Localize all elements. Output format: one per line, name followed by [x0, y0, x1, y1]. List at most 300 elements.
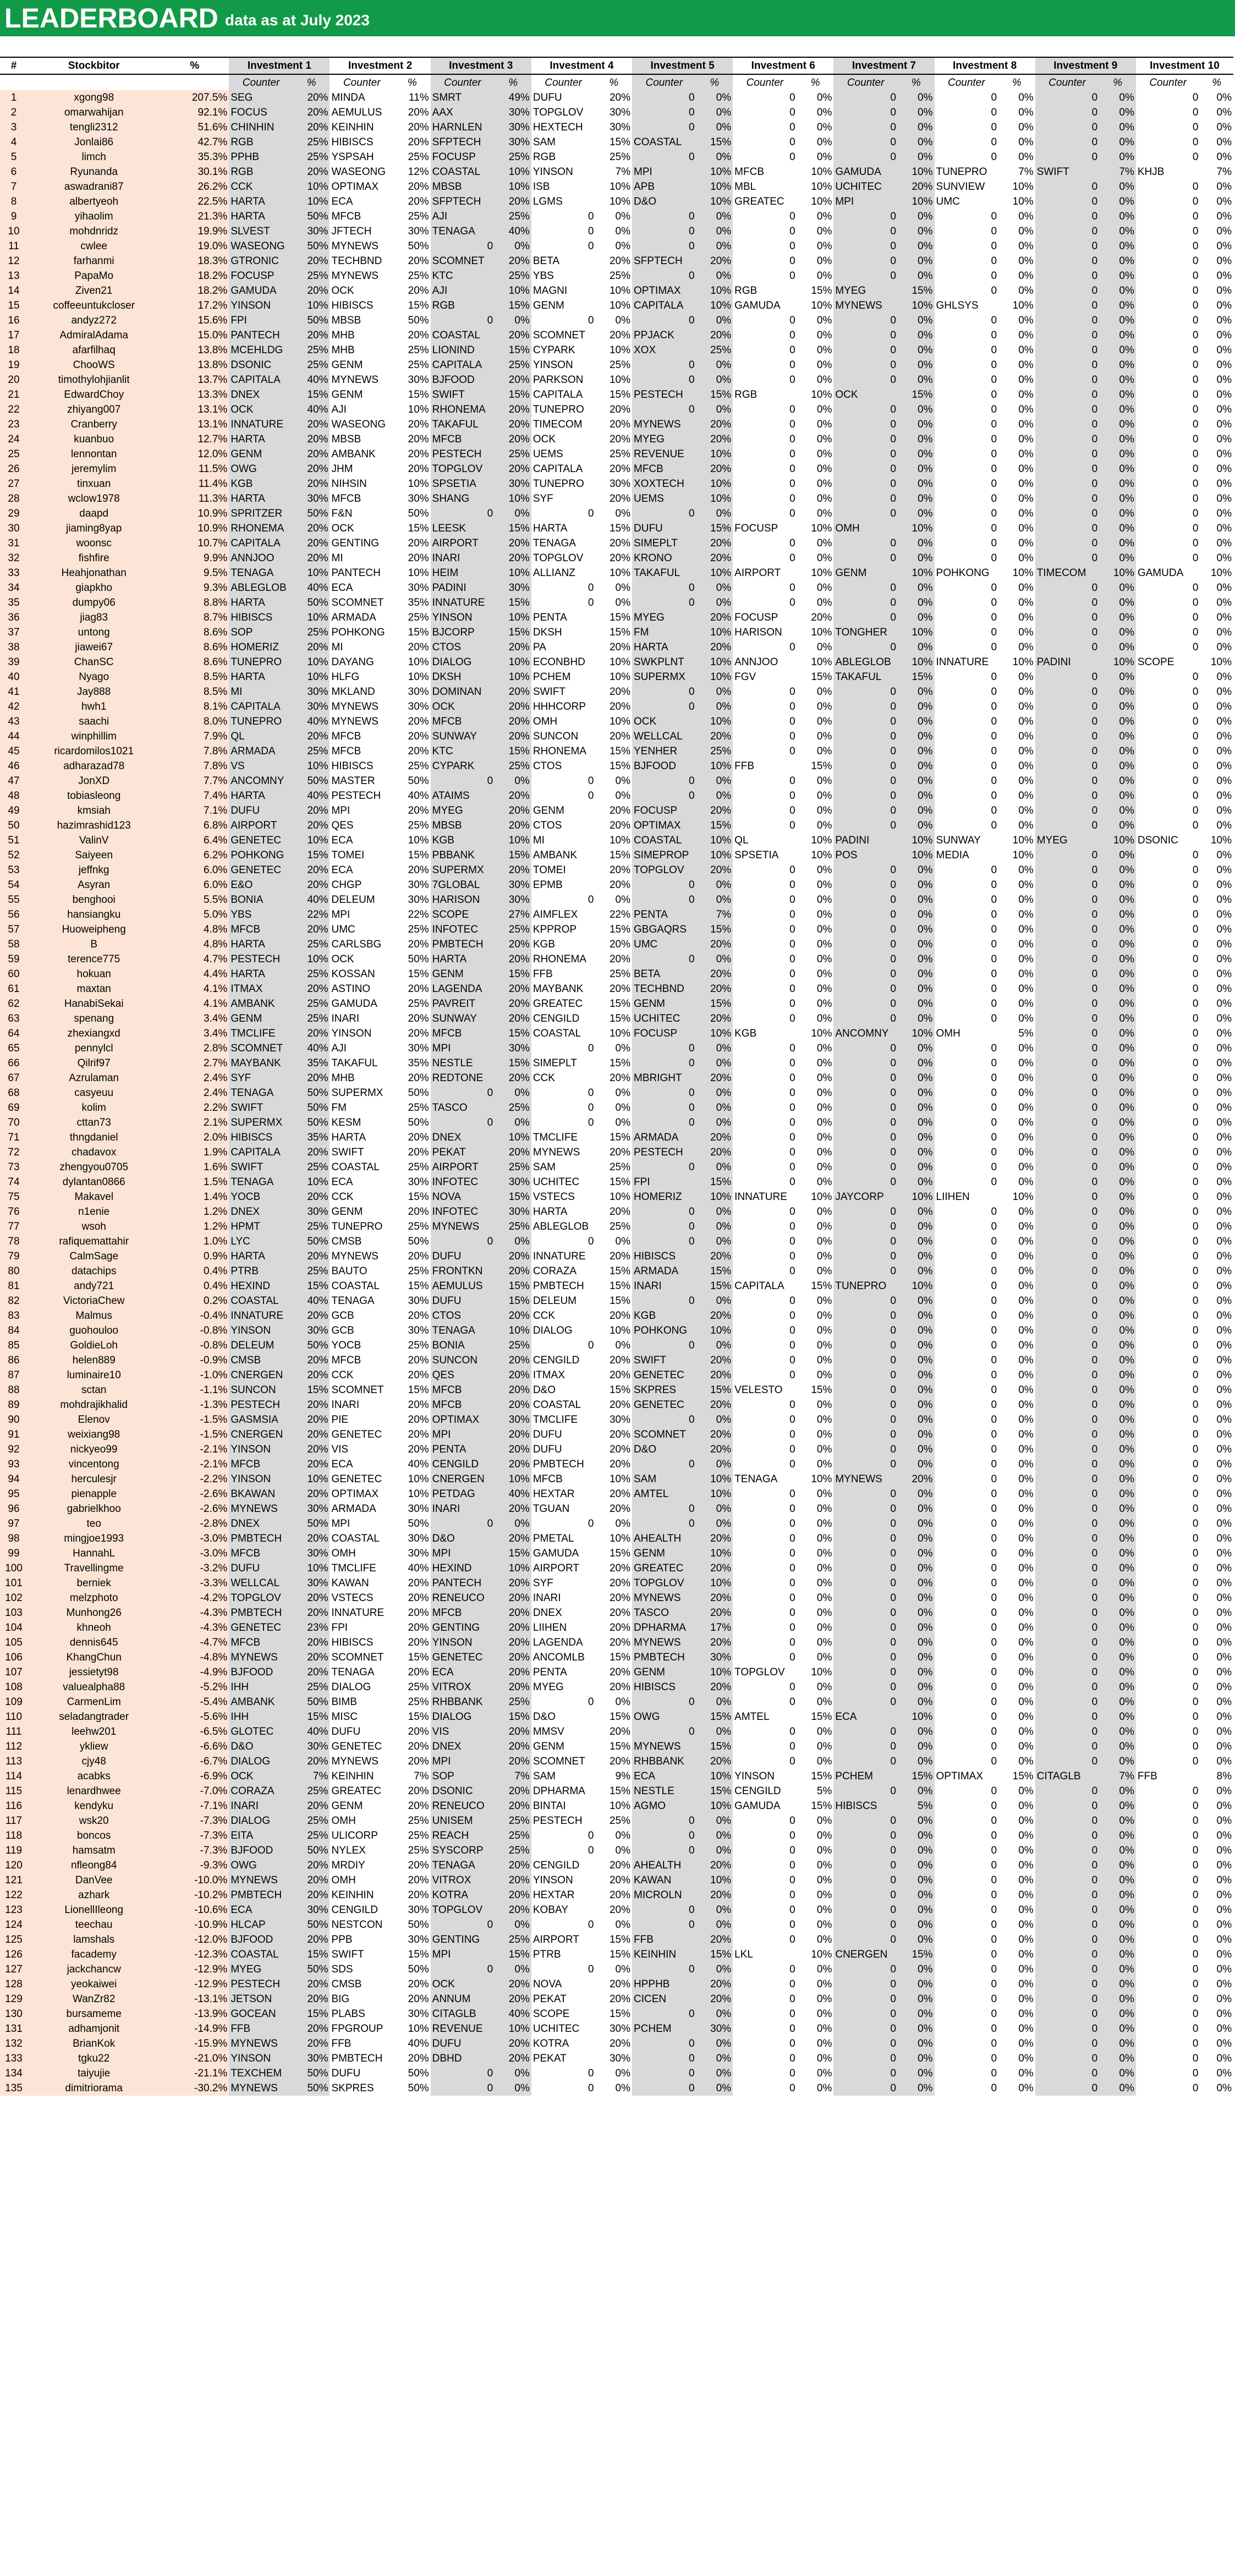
counter-cell: ECA — [331, 582, 353, 594]
counter-cell: REACH — [431, 1828, 495, 1843]
weight-cell: 0% — [898, 1873, 935, 1888]
weight-cell: 0% — [1216, 953, 1232, 965]
counter-cell: 0 — [991, 1414, 997, 1426]
weight-cell: 10% — [898, 1279, 935, 1294]
counter-cell: 0 — [1035, 1264, 1100, 1279]
weight-cell: 0% — [1018, 1295, 1034, 1307]
return-cell: 13.7% — [160, 372, 229, 387]
weight-cell: 0% — [816, 1176, 832, 1188]
weight-cell: 0% — [1099, 1858, 1136, 1873]
stockbitor-cell: tengli2312 — [28, 120, 160, 135]
weight-cell: 0% — [1018, 255, 1034, 267]
rank-cell: 22 — [0, 402, 28, 417]
weight-cell: 0% — [1099, 1903, 1136, 1917]
weight-cell: 10% — [696, 447, 733, 462]
counter-cell: DNEX — [229, 1516, 293, 1531]
counter-cell: TAKAFUL — [632, 566, 696, 580]
weight-subheader: % — [407, 76, 417, 89]
counter-cell: SCOMNET — [229, 1041, 293, 1056]
counter-cell: AJI — [331, 1043, 347, 1054]
weight-cell: 0% — [615, 1830, 630, 1841]
weight-cell: 20% — [696, 328, 733, 343]
counter-cell: 0 — [1192, 1875, 1199, 1886]
counter-cell: BJFOOD — [229, 1932, 293, 1947]
weight-cell: 20% — [293, 878, 330, 892]
weight-cell: 0% — [1018, 122, 1034, 133]
return-cell: 7.4% — [160, 788, 229, 803]
weight-cell: 0% — [1099, 774, 1136, 788]
counter-cell: 0 — [789, 240, 795, 252]
counter-cell: MYNEWS — [229, 2081, 293, 2096]
counter-subheader: Counter — [1149, 76, 1187, 89]
weight-cell: 0% — [1216, 1889, 1232, 1901]
counter-cell: INARI — [533, 1592, 561, 1604]
weight-cell: 20% — [293, 165, 330, 179]
counter-cell: MYNEWS — [632, 417, 696, 432]
counter-cell: UCHITEC — [632, 1011, 696, 1026]
weight-cell: 0% — [1216, 894, 1232, 906]
counter-cell: 0 — [1035, 90, 1100, 105]
counter-cell: CCK — [331, 1191, 354, 1203]
return-cell: 2.1% — [160, 1115, 229, 1130]
counter-cell: HARTA — [229, 1249, 293, 1264]
counter-cell: 0 — [431, 1234, 495, 1249]
weight-cell: 0% — [1099, 417, 1136, 432]
weight-cell: 0% — [615, 597, 630, 609]
weight-cell: 15% — [408, 1949, 429, 1960]
counter-cell: 0 — [1192, 1191, 1199, 1203]
counter-cell: 0 — [1192, 359, 1199, 371]
counter-cell: INNATURE — [734, 1191, 787, 1203]
counter-cell: 0 — [833, 447, 898, 462]
counter-cell: 0 — [789, 1845, 795, 1856]
weight-cell: 30% — [495, 135, 531, 150]
weight-cell: 0% — [898, 788, 935, 803]
weight-cell: 20% — [495, 1264, 531, 1279]
rank-cell: 44 — [0, 729, 28, 744]
weight-cell: 40% — [408, 790, 429, 802]
weight-cell: 0% — [816, 894, 832, 906]
counter-cell: 0 — [1192, 1741, 1199, 1752]
weight-cell: 0% — [1216, 760, 1232, 772]
weight-cell: 0% — [816, 1637, 832, 1648]
counter-cell: 0 — [991, 404, 997, 415]
weight-cell: 25% — [408, 1340, 429, 1351]
counter-cell: OCK — [331, 953, 354, 965]
counter-cell: MBSB — [331, 315, 361, 326]
table-row — [0, 179, 1233, 194]
counter-cell: 0 — [431, 1516, 495, 1531]
counter-cell: MPI — [431, 1947, 495, 1962]
counter-cell: 0 — [991, 1161, 997, 1173]
counter-cell: 0 — [991, 1473, 997, 1485]
weight-cell: 0% — [1099, 521, 1136, 536]
counter-cell: 0 — [1192, 2008, 1199, 2020]
counter-cell: 0 — [833, 1516, 898, 1531]
weight-cell: 10% — [811, 300, 832, 311]
counter-cell: 0 — [991, 627, 997, 638]
return-cell: -10.0% — [160, 1873, 229, 1888]
weight-cell: 0% — [1018, 1221, 1034, 1232]
counter-subheader: Counter — [545, 76, 582, 89]
counter-cell: 0 — [1035, 1041, 1100, 1056]
return-cell: -30.2% — [160, 2081, 229, 2096]
counter-cell: 0 — [833, 1695, 898, 1709]
counter-cell: INFOTEC — [431, 1204, 495, 1219]
counter-cell: 0 — [789, 2038, 795, 2049]
weight-cell: 20% — [293, 1249, 330, 1264]
weight-cell: 0% — [1099, 1591, 1136, 1605]
counter-cell: 0 — [588, 597, 594, 609]
counter-cell: 0 — [833, 1992, 898, 2007]
counter-cell: INNATURE — [229, 1308, 293, 1323]
weight-cell: 10% — [898, 1190, 935, 1204]
counter-cell: 0 — [1192, 419, 1199, 430]
weight-cell: 10% — [696, 194, 733, 209]
counter-cell: 0 — [789, 1459, 795, 1470]
counter-cell: 0 — [1035, 1442, 1100, 1457]
weight-cell: 20% — [495, 1680, 531, 1695]
counter-cell: MFCB — [331, 1355, 361, 1366]
return-cell: 8.5% — [160, 670, 229, 684]
counter-cell: CTOS — [431, 1308, 495, 1323]
weight-cell: 0% — [898, 803, 935, 818]
rank-cell: 38 — [0, 640, 28, 655]
table-row — [0, 1888, 1233, 1903]
weight-cell: 0% — [1216, 775, 1232, 787]
weight-cell: 15% — [495, 595, 531, 610]
weight-cell: 0% — [1099, 1680, 1136, 1695]
counter-cell: 0 — [1192, 1087, 1199, 1099]
weight-cell: 30% — [609, 2023, 630, 2035]
counter-cell: 0 — [789, 434, 795, 445]
counter-cell: 0 — [632, 1412, 696, 1427]
counter-cell: 0 — [1192, 523, 1199, 534]
return-cell: -10.9% — [160, 1917, 229, 1932]
counter-cell: INARI — [431, 1501, 495, 1516]
return-cell: 3.4% — [160, 1026, 229, 1041]
counter-cell: 0 — [1035, 1635, 1100, 1650]
counter-cell: 0 — [588, 2082, 594, 2094]
return-cell: 207.5% — [160, 90, 229, 105]
counter-cell: CTOS — [533, 760, 562, 772]
return-cell: 10.9% — [160, 521, 229, 536]
weight-cell: 0% — [1216, 344, 1232, 356]
weight-cell: 0% — [816, 211, 832, 222]
counter-cell: RENEUCO — [431, 1799, 495, 1813]
weight-cell: 20% — [293, 328, 330, 343]
counter-cell: 0 — [1192, 1577, 1199, 1589]
weight-cell: 0% — [898, 1932, 935, 1947]
weight-cell: 0% — [1216, 1533, 1232, 1544]
return-cell: 19.9% — [160, 224, 229, 239]
counter-cell: APB — [632, 179, 696, 194]
weight-cell: 25% — [408, 998, 429, 1010]
counter-cell: 0 — [991, 1889, 997, 1901]
counter-cell: MPI — [431, 1546, 495, 1561]
weight-cell: 20% — [293, 1487, 330, 1501]
counter-cell: MPI — [431, 1041, 495, 1056]
weight-cell: 25% — [495, 1843, 531, 1858]
return-cell: 6.0% — [160, 863, 229, 878]
weight-cell: 20% — [495, 1888, 531, 1903]
weight-cell: 0% — [1018, 716, 1034, 727]
weight-cell: 0% — [1018, 1592, 1034, 1604]
weight-cell: 0% — [1099, 1264, 1136, 1279]
counter-cell: 0 — [991, 270, 997, 282]
counter-cell: SFPTECH — [632, 254, 696, 268]
counter-cell: YOCB — [331, 1340, 361, 1351]
counter-cell: FM — [331, 1102, 347, 1114]
weight-cell: 20% — [609, 1206, 630, 1218]
weight-cell: 0% — [1018, 1265, 1034, 1277]
weight-cell: 0% — [1018, 1978, 1034, 1990]
counter-cell: HARTA — [533, 1206, 568, 1218]
table-row — [0, 1561, 1233, 1576]
weight-cell: 20% — [609, 983, 630, 995]
weight-cell: 0% — [816, 1622, 832, 1634]
weight-cell: 0% — [898, 1308, 935, 1323]
counter-cell: 0 — [431, 1086, 495, 1100]
stockbitor-cell: pienapple — [28, 1487, 160, 1501]
weight-cell: 0% — [1018, 2053, 1034, 2064]
weight-cell: 0% — [1216, 1845, 1232, 1856]
weight-cell: 0% — [898, 417, 935, 432]
weight-cell: 10% — [293, 833, 330, 848]
stockbitor-cell: azhark — [28, 1888, 160, 1903]
counter-cell: ANNJOO — [734, 656, 778, 668]
weight-cell: 20% — [495, 788, 531, 803]
weight-cell: 0% — [1018, 1548, 1034, 1559]
counter-cell: 0 — [632, 878, 696, 892]
weight-cell: 0% — [816, 240, 832, 252]
weight-cell: 0% — [1216, 552, 1232, 564]
counter-cell: 0 — [431, 239, 495, 254]
weight-cell: 10% — [293, 566, 330, 580]
weight-cell: 0% — [1216, 211, 1232, 222]
counter-cell: UNISEM — [431, 1813, 495, 1828]
weight-cell: 25% — [293, 937, 330, 952]
weight-cell: 30% — [293, 1546, 330, 1561]
weight-cell: 20% — [609, 805, 630, 816]
weight-cell: 20% — [408, 1726, 429, 1738]
rank-cell: 82 — [0, 1294, 28, 1308]
weight-cell: 0% — [898, 1828, 935, 1843]
weight-cell: 0% — [1099, 922, 1136, 937]
weight-cell: 0% — [898, 1843, 935, 1858]
weight-cell: 20% — [495, 194, 531, 209]
weight-cell: 20% — [696, 1145, 733, 1160]
counter-cell: 0 — [833, 1234, 898, 1249]
weight-cell: 10% — [495, 833, 531, 848]
weight-cell: 10% — [696, 1769, 733, 1784]
investment-9-header: Investment 9 — [1035, 57, 1136, 74]
weight-cell: 0% — [1018, 508, 1034, 519]
weight-cell: 10% — [898, 1026, 935, 1041]
weight-cell: 0% — [1018, 1355, 1034, 1366]
weight-cell: 20% — [696, 1308, 733, 1323]
counter-cell: 0 — [1035, 952, 1100, 967]
weight-cell: 25% — [293, 1160, 330, 1175]
weight-cell: 0% — [898, 476, 935, 491]
counter-cell: 0 — [632, 595, 696, 610]
weight-cell: 0% — [1018, 404, 1034, 415]
weight-cell: 0% — [816, 1295, 832, 1307]
counter-subheader: Counter — [1035, 74, 1100, 90]
weight-cell: 0% — [1099, 580, 1136, 595]
return-cell: -4.2% — [160, 1591, 229, 1605]
stockbitor-cell: lamshals — [28, 1932, 160, 1947]
counter-cell: MFCB — [431, 1397, 495, 1412]
counter-cell: NESTLE — [632, 1784, 696, 1799]
counter-cell: HIBISCS — [331, 136, 374, 148]
counter-cell: PANTECH — [229, 328, 293, 343]
counter-cell: 0 — [632, 1695, 696, 1709]
counter-cell: 0 — [789, 1652, 795, 1663]
counter-cell: LYC — [229, 1234, 293, 1249]
header-row — [0, 57, 1233, 74]
weight-cell: 20% — [408, 1860, 429, 1871]
weight-cell: 0% — [1216, 1978, 1232, 1990]
weight-cell: 0% — [898, 863, 935, 878]
weight-cell: 10% — [696, 1323, 733, 1338]
stockbitor-cell: cwlee — [28, 239, 160, 254]
counter-cell: 0 — [789, 344, 795, 356]
counter-cell: OWG — [632, 1709, 696, 1724]
counter-cell: MYEG — [1035, 833, 1100, 848]
counter-cell: HPMT — [229, 1219, 293, 1234]
counter-cell: 0 — [1035, 120, 1100, 135]
counter-cell: NESTLE — [431, 1056, 495, 1071]
counter-cell: 0 — [1035, 447, 1100, 462]
counter-cell: 0 — [789, 1889, 795, 1901]
weight-cell: 0% — [1018, 419, 1034, 430]
counter-cell: GENM — [229, 447, 293, 462]
weight-cell: 0% — [1216, 1904, 1232, 1916]
counter-cell: SUNCON — [533, 731, 579, 742]
rank-cell: 123 — [0, 1903, 28, 1917]
stockbitor-cell: AdmiralAdama — [28, 328, 160, 343]
stockbitor-cell: jessietyt98 — [28, 1665, 160, 1680]
weight-cell: 10% — [408, 478, 429, 490]
counter-cell: 0 — [789, 983, 795, 995]
counter-cell: 0 — [991, 92, 997, 103]
weight-cell: 0% — [898, 1457, 935, 1472]
stockbitor-cell: teo — [28, 1516, 160, 1531]
weight-cell: 25% — [408, 270, 429, 282]
counter-cell: 0 — [1035, 387, 1100, 402]
rank-cell: 49 — [0, 803, 28, 818]
weight-cell: 10% — [293, 610, 330, 625]
weight-cell: 15% — [609, 523, 630, 534]
counter-cell: ECA — [331, 1459, 353, 1470]
stockbitor-cell: mohdrajikhalid — [28, 1397, 160, 1412]
counter-cell: GAMUDA — [533, 1548, 579, 1559]
weight-cell: 25% — [293, 268, 330, 283]
weight-cell: 0% — [1018, 434, 1034, 445]
weight-cell: 0% — [1018, 1815, 1034, 1827]
counter-cell: SCOPE — [431, 907, 495, 922]
counter-cell: 0 — [1035, 1962, 1100, 1977]
stockbitor-cell: casyeuu — [28, 1086, 160, 1100]
counter-cell: 0 — [1035, 848, 1100, 863]
counter-cell: PMBTECH — [229, 1605, 293, 1620]
counter-cell: RHONEMA — [533, 953, 586, 965]
weight-cell: 30% — [408, 493, 429, 505]
counter-cell: 0 — [991, 1652, 997, 1663]
counter-cell: 0 — [1035, 1843, 1100, 1858]
weight-cell: 0% — [1216, 612, 1232, 623]
counter-cell: 0 — [789, 1414, 795, 1426]
weight-cell: 20% — [495, 1873, 531, 1888]
counter-cell: HEIM — [431, 566, 495, 580]
counter-cell: HEXTECH — [533, 122, 583, 133]
weight-cell: 0% — [1099, 729, 1136, 744]
weight-cell: 0% — [816, 1934, 832, 1945]
weight-cell: 0% — [898, 1888, 935, 1903]
counter-cell: GENETEC — [229, 863, 293, 878]
weight-cell: 20% — [696, 610, 733, 625]
weight-cell: 20% — [495, 551, 531, 566]
weight-cell: 25% — [408, 1681, 429, 1693]
weight-cell: 0% — [1018, 1459, 1034, 1470]
counter-cell: 0 — [1035, 580, 1100, 595]
return-cell: 8.8% — [160, 595, 229, 610]
weight-cell: 15% — [495, 848, 531, 863]
counter-cell: 0 — [632, 372, 696, 387]
counter-cell: REVENUE — [632, 447, 696, 462]
weight-cell: 0% — [1099, 1071, 1136, 1086]
rank-cell: 60 — [0, 967, 28, 982]
weight-cell: 10% — [898, 521, 935, 536]
counter-cell: TGUAN — [533, 1503, 570, 1515]
counter-cell: SUNWAY — [431, 1011, 495, 1026]
table-row — [0, 283, 1233, 298]
rank-cell: 58 — [0, 937, 28, 952]
stockbitor-cell: daapd — [28, 506, 160, 521]
weight-cell: 10% — [696, 1472, 733, 1487]
counter-cell: D&O — [533, 1384, 556, 1396]
stockbitor-cell: Jay888 — [28, 684, 160, 699]
counter-cell: 0 — [632, 2036, 696, 2051]
counter-cell: 0 — [1035, 506, 1100, 521]
return-cell: -2.2% — [160, 1472, 229, 1487]
counter-cell: RGB — [734, 285, 758, 297]
counter-cell: TENAGA — [734, 1473, 778, 1485]
counter-cell: TASCO — [431, 1100, 495, 1115]
table-row — [0, 1442, 1233, 1457]
weight-cell: 15% — [408, 1652, 429, 1663]
return-cell: 1.2% — [160, 1204, 229, 1219]
counter-cell: 0 — [1192, 1459, 1199, 1470]
counter-cell: YOCB — [229, 1190, 293, 1204]
counter-cell: 0 — [789, 1013, 795, 1024]
weight-cell: 20% — [609, 330, 630, 341]
counter-cell: GENETEC — [632, 1368, 696, 1383]
counter-cell: INNATURE — [936, 656, 989, 668]
weight-cell: 15% — [495, 1709, 531, 1724]
weight-cell: 25% — [293, 1011, 330, 1026]
return-cell: -12.3% — [160, 1947, 229, 1962]
stockbitor-cell: thngdaniel — [28, 1130, 160, 1145]
rank-cell: 80 — [0, 1264, 28, 1279]
table-row — [0, 105, 1233, 120]
table-row — [0, 1294, 1233, 1308]
counter-cell: 0 — [1192, 775, 1199, 787]
counter-cell: 0 — [833, 863, 898, 878]
weight-cell: 20% — [495, 1071, 531, 1086]
stockbitor-cell: facademy — [28, 1947, 160, 1962]
